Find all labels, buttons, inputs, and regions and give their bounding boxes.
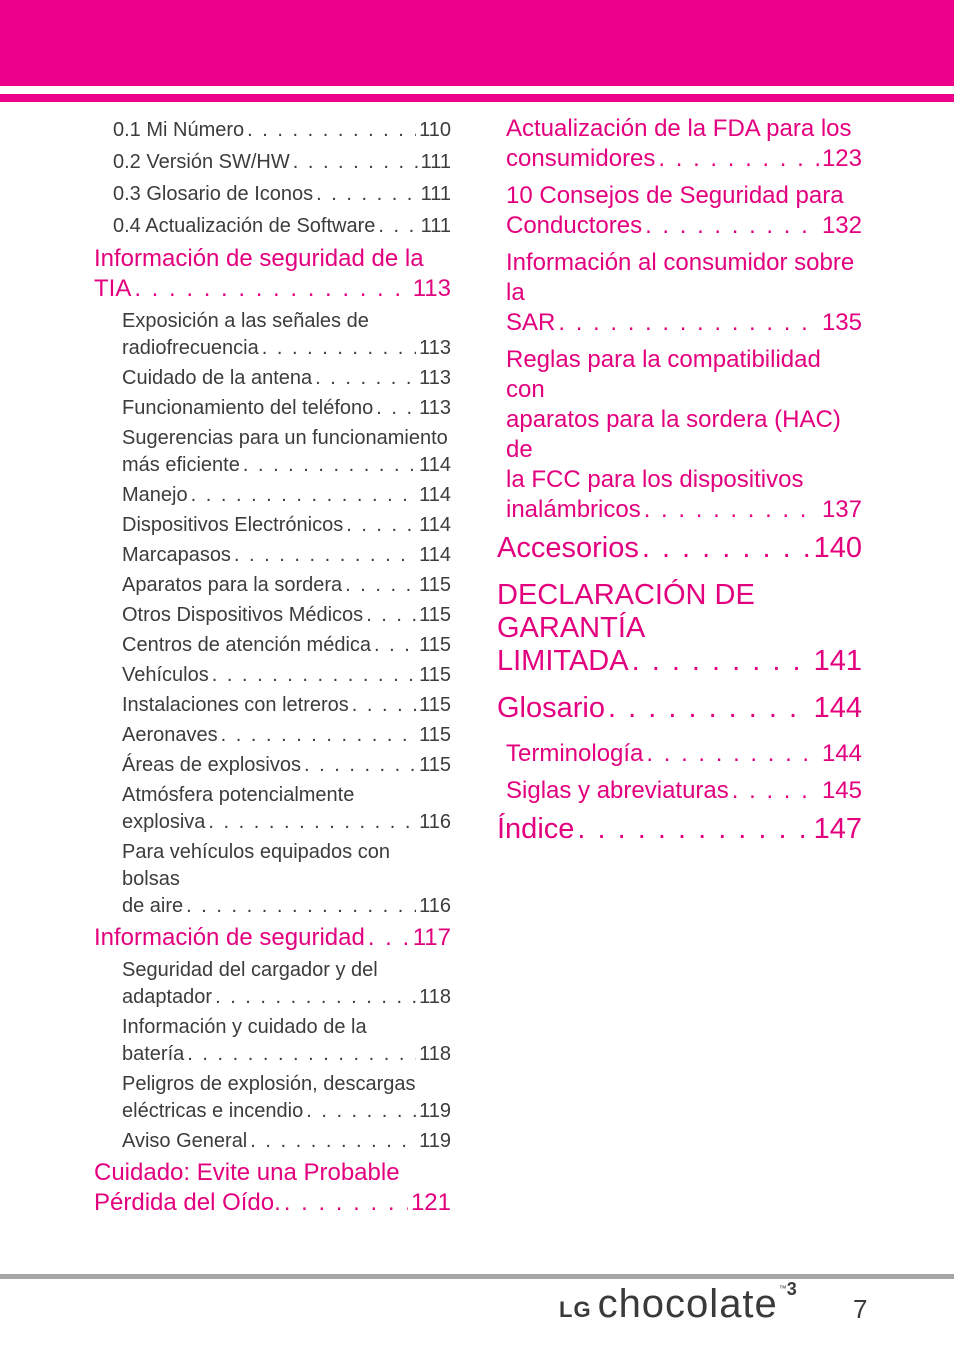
toc-entry-line — [506, 776, 862, 806]
toc-page-number: 114 — [419, 454, 451, 476]
toc-dot-leader — [134, 274, 409, 304]
toc-entry-title-line: Exposición a las señales de — [122, 310, 369, 332]
toc-entry-line — [122, 482, 451, 509]
toc-entry-line — [122, 602, 451, 629]
toc-entry-line — [122, 512, 451, 539]
toc-entry-line — [497, 692, 862, 725]
toc-entry-line — [113, 114, 451, 146]
toc-page-number: 119 — [419, 1100, 451, 1122]
toc-page-number: 141 — [813, 645, 862, 677]
toc-page-number: 117 — [412, 924, 451, 951]
toc-entry-line — [506, 495, 862, 525]
toc-dot-leader — [315, 365, 416, 392]
toc-entry-title: explosiva — [122, 811, 206, 833]
brand-trademark: ™ — [778, 1284, 787, 1293]
toc-entry[interactable] — [94, 632, 451, 659]
toc-entry-title: SAR — [506, 309, 556, 336]
toc-entry[interactable] — [94, 542, 451, 569]
toc-entry-title-line: Para vehículos equipados con bolsas — [122, 841, 390, 890]
toc-entry-title: Pérdida del Oído. — [94, 1189, 281, 1216]
brand-version: 3 — [786, 1279, 797, 1299]
toc-page-number: 116 — [419, 811, 451, 833]
toc-dot-leader — [250, 1128, 416, 1155]
toc-entry-line — [94, 1188, 451, 1218]
toc-dot-leader — [608, 692, 811, 725]
toc-entry-line — [122, 1128, 451, 1155]
toc-page-number: 115 — [419, 754, 451, 776]
toc-entry-title-line: Atmósfera potencialmente — [122, 784, 355, 806]
toc-entry-line — [122, 722, 451, 749]
toc-entry-line — [113, 210, 451, 242]
toc-entry-line — [497, 813, 862, 846]
page-number: 7 — [853, 1294, 868, 1324]
toc-entry[interactable] — [94, 512, 451, 539]
toc-entry[interactable] — [94, 752, 451, 779]
toc-entry[interactable] — [497, 248, 862, 338]
toc-entry-title: Índice — [497, 813, 575, 845]
toc-entry-line — [506, 308, 862, 338]
toc-entry-line — [506, 739, 862, 769]
toc-entry[interactable] — [94, 365, 451, 392]
toc-entry-title: Aviso General — [122, 1130, 248, 1152]
toc-dot-leader — [262, 335, 416, 362]
toc-dot-leader — [558, 308, 819, 338]
toc-entry-line — [122, 395, 451, 422]
toc-entry-title: más eficiente — [122, 454, 240, 476]
toc-entry-line — [122, 752, 451, 779]
toc-dot-leader — [345, 572, 416, 599]
toc-page-number: 119 — [419, 1130, 451, 1152]
toc-page-number: 147 — [813, 813, 862, 845]
toc-entry-line — [122, 365, 451, 392]
toc-page-number: 115 — [419, 664, 451, 686]
toc-entry[interactable] — [94, 308, 451, 362]
toc-dot-leader — [284, 1188, 408, 1218]
toc-page-number: 115 — [419, 694, 451, 716]
toc-entry-title: Terminología — [506, 740, 644, 767]
toc-dot-leader — [646, 739, 819, 769]
toc-page-number: 145 — [821, 777, 862, 804]
toc-page-number: 115 — [419, 724, 451, 746]
toc-page-number: 115 — [419, 634, 451, 656]
toc-entry-title: 0.3 Glosario de Iconos — [113, 183, 314, 205]
toc-entry-title-line: Peligros de explosión, descargas — [122, 1073, 416, 1095]
toc-entry[interactable] — [94, 692, 451, 719]
toc-entry-title: Otros Dispositivos Médicos — [122, 604, 364, 626]
toc-entry-title: LIMITADA — [497, 645, 629, 677]
toc-dot-leader — [352, 692, 416, 719]
toc-entry-line — [94, 274, 451, 304]
toc-entry-title: 0.2 Versión SW/HW — [113, 151, 290, 173]
toc-entry-line — [122, 984, 451, 1011]
toc-entry-line — [94, 923, 451, 953]
toc-page-number: 113 — [419, 397, 451, 419]
toc-entry-line — [113, 146, 451, 178]
toc-entry-title-line: Seguridad del cargador y del — [122, 959, 378, 981]
toc-entry-line — [122, 1041, 451, 1068]
toc-entry[interactable] — [497, 579, 862, 678]
toc-entry[interactable] — [94, 839, 451, 920]
toc-dot-leader — [221, 722, 416, 749]
toc-dot-leader — [346, 512, 416, 539]
toc-entry[interactable] — [94, 395, 451, 422]
toc-dot-leader — [247, 114, 416, 146]
toc-entry-title: Aeronaves — [122, 724, 218, 746]
toc-entry-title: eléctricas e incendio — [122, 1100, 304, 1122]
toc-dot-leader — [368, 923, 410, 953]
toc-entry-line — [122, 335, 451, 362]
toc-entry-title-line: Información y cuidado de la — [122, 1016, 367, 1038]
toc-entry-title-line: Información al consumidor sobre la — [506, 249, 855, 306]
toc-entry-title: 0.1 Mi Número — [113, 119, 245, 141]
toc-dot-leader — [577, 813, 810, 846]
toc-entry[interactable] — [94, 178, 451, 210]
toc-entry[interactable] — [94, 425, 451, 479]
toc-entry-line — [122, 1098, 451, 1125]
toc-dot-leader — [191, 482, 417, 509]
toc-dot-leader — [658, 144, 819, 174]
toc-entry-title: Áreas de explosivos — [122, 754, 301, 776]
toc-entry-line — [122, 632, 451, 659]
toc-entry-title-line: 10 Consejos de Seguridad para — [506, 182, 844, 209]
toc-entry-title: Información de seguridad — [94, 924, 365, 951]
toc-entry[interactable] — [94, 114, 451, 146]
toc-dot-leader — [374, 632, 416, 659]
toc-entry-title: Centros de atención médica — [122, 634, 372, 656]
toc-entry-title: 0.4 Actualización de Software — [113, 215, 376, 237]
toc-page-number: 114 — [419, 484, 451, 506]
toc-entry-title: Marcapasos — [122, 544, 231, 566]
toc-entry[interactable] — [94, 957, 451, 1011]
toc-page-number: 114 — [419, 544, 451, 566]
toc-entry-title: Accesorios — [497, 532, 639, 564]
toc-entry-line — [122, 572, 451, 599]
toc-page-number: 111 — [420, 151, 451, 173]
toc-entry-title-line: la FCC para los dispositivos — [506, 466, 804, 493]
toc-entry-title: Aparatos para la sordera — [122, 574, 343, 596]
toc-page-number: 111 — [420, 215, 451, 237]
toc-entry-title: Instalaciones con letreros — [122, 694, 349, 716]
toc-page-number: 114 — [419, 514, 451, 536]
toc-page-number: 137 — [821, 496, 862, 523]
toc-entry[interactable] — [94, 244, 451, 304]
toc-page-number: 115 — [419, 574, 451, 596]
toc-page-number: 110 — [419, 119, 451, 141]
toc-entry-title: de aire — [122, 895, 184, 917]
brand-lg-text: LG — [559, 1297, 592, 1322]
toc-entry-title: batería — [122, 1043, 185, 1065]
toc-page-number: 116 — [419, 895, 451, 917]
toc-page-number: 123 — [821, 145, 862, 172]
toc-entry-title: Siglas y abreviaturas — [506, 777, 729, 804]
toc-dot-leader — [187, 1041, 416, 1068]
toc-dot-leader — [215, 984, 416, 1011]
toc-entry-line — [122, 692, 451, 719]
toc-entry[interactable] — [94, 482, 451, 509]
toc-dot-leader — [293, 146, 418, 178]
toc-entry[interactable] — [94, 210, 451, 242]
toc-entry-title: TIA — [94, 275, 132, 302]
toc-page-number: 118 — [419, 1043, 451, 1065]
toc-entry[interactable] — [94, 662, 451, 689]
toc-entry-line — [122, 452, 451, 479]
toc-entry-line — [506, 144, 862, 174]
toc-dot-leader — [306, 1098, 416, 1125]
toc-entry-line — [122, 809, 451, 836]
toc-page-number: 144 — [813, 692, 862, 724]
toc-entry-title: consumidores — [506, 145, 656, 172]
toc-entry-title: Cuidado de la antena — [122, 367, 313, 389]
toc-dot-leader — [644, 495, 819, 525]
toc-dot-leader — [378, 210, 417, 242]
brand-product-name: chocolate — [597, 1282, 778, 1326]
toc-entry-title: adaptador — [122, 986, 213, 1008]
toc-dot-leader — [234, 542, 416, 569]
toc-entry-line — [122, 893, 451, 920]
toc-entry-title-line: Información de seguridad de la — [94, 245, 424, 272]
toc-entry-line — [113, 178, 451, 210]
toc-page-number: 121 — [410, 1189, 451, 1216]
toc-entry[interactable] — [497, 692, 862, 725]
toc-entry-title-line: Reglas para la compatibilidad con — [506, 346, 821, 403]
toc-entry-title: Vehículos — [122, 664, 209, 686]
toc-page-number: 113 — [412, 275, 451, 302]
toc-entry[interactable] — [94, 722, 451, 749]
toc-page-number: 118 — [419, 986, 451, 1008]
toc-page-number: 113 — [419, 367, 451, 389]
toc-page-number: 111 — [420, 183, 451, 205]
toc-entry-title: radiofrecuencia — [122, 337, 259, 359]
toc-entry[interactable] — [94, 146, 451, 178]
toc-dot-leader — [642, 532, 811, 565]
toc-entry[interactable] — [497, 776, 862, 806]
toc-dot-leader — [186, 893, 416, 920]
toc-entry-line — [506, 211, 862, 241]
toc-entry[interactable] — [497, 181, 862, 241]
toc-page-number: 135 — [821, 309, 862, 336]
toc-entry[interactable] — [94, 923, 451, 953]
toc-entry[interactable] — [94, 1071, 451, 1125]
toc-entry-title: inalámbricos — [506, 496, 641, 523]
toc-right-column — [497, 114, 862, 860]
toc-page-number: 115 — [419, 604, 451, 626]
toc-entry-line — [497, 532, 862, 565]
toc-entry-title-line: aparatos para la sordera (HAC) de — [506, 406, 841, 463]
toc-dot-leader — [645, 211, 819, 241]
toc-entry-title-line: Cuidado: Evite una Probable — [94, 1159, 400, 1186]
toc-dot-leader — [243, 452, 416, 479]
header-rule — [0, 94, 954, 102]
toc-entry[interactable] — [94, 1014, 451, 1068]
toc-dot-leader — [632, 645, 811, 678]
header-band — [0, 0, 954, 86]
toc-page-number: 113 — [419, 337, 451, 359]
toc-entry-line — [122, 662, 451, 689]
toc-dot-leader — [316, 178, 417, 210]
footer-rule — [0, 1274, 954, 1279]
toc-entry[interactable] — [497, 813, 862, 846]
toc-dot-leader — [304, 752, 416, 779]
toc-entry[interactable] — [497, 114, 862, 174]
toc-entry[interactable] — [94, 1128, 451, 1155]
toc-dot-leader — [212, 662, 416, 689]
toc-entry-title-line: DECLARACIÓN DE GARANTÍA — [497, 579, 755, 644]
toc-dot-leader — [376, 395, 416, 422]
toc-entry-title-line: Actualización de la FDA para los — [506, 115, 852, 142]
toc-entry[interactable] — [94, 602, 451, 629]
toc-left-column — [94, 114, 451, 1222]
toc-entry-line — [122, 542, 451, 569]
toc-entry-line — [497, 645, 862, 678]
toc-entry[interactable] — [94, 1158, 451, 1218]
toc-page-number: 144 — [821, 740, 862, 767]
toc-entry-title-line: Sugerencias para un funcionamiento — [122, 427, 448, 449]
toc-entry[interactable] — [497, 532, 862, 565]
toc-entry-title: Manejo — [122, 484, 188, 506]
toc-entry[interactable] — [94, 782, 451, 836]
toc-entry[interactable] — [94, 572, 451, 599]
toc-dot-leader — [208, 809, 416, 836]
toc-entry[interactable] — [497, 345, 862, 525]
brand-logo — [559, 1279, 797, 1332]
toc-dot-leader — [366, 602, 416, 629]
toc-entry-title: Dispositivos Electrónicos — [122, 514, 344, 536]
toc-page-number: 140 — [813, 532, 862, 564]
toc-page-number: 132 — [821, 212, 862, 239]
toc-dot-leader — [732, 776, 819, 806]
toc-entry-title: Funcionamiento del teléfono — [122, 397, 374, 419]
toc-entry[interactable] — [497, 739, 862, 769]
toc-entry-title: Glosario — [497, 692, 605, 724]
toc-entry-title: Conductores — [506, 212, 643, 239]
